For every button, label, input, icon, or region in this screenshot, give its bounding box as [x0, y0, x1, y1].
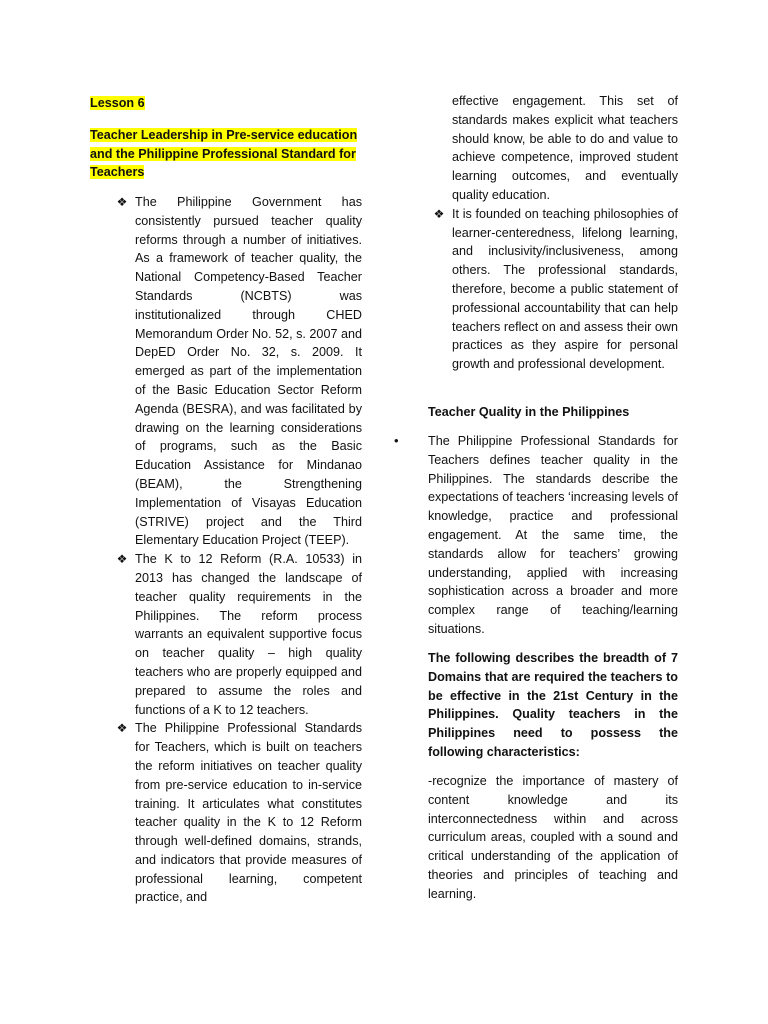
diamond-bullet-icon: ❖	[433, 206, 445, 221]
list-item	[116, 719, 362, 907]
left-bullet-list	[116, 193, 362, 907]
list-item-text: The Philippine Professional Standards for Teachers, which is built on teachers the reform initiatives on teacher quality from pre-service education to in-service training. It articulates what constitutes teacher quality in the K to 12 Reform through well-defined domains, strands, and indicators that provide measures of professional learning, competent practice, and	[135, 721, 362, 905]
diamond-bullet-icon: ❖	[116, 195, 128, 209]
list-item-text: The K to 12 Reform (R.A. 10533) in 2013 has changed the landscape of teacher quality requirements in the Philippines. The reform process warrants an equivalent supportive focus on teacher quality – high quality teachers who are properly equipped and prepared to assume the roles and functions of a K to 12 teachers.	[135, 552, 362, 717]
lesson-label: Lesson 6	[90, 96, 145, 110]
characteristic-paragraph: -recognize the importance of mastery of content knowledge and its interconnectedness within and across curriculum areas, coupled with a sound and critical understanding of the application of theories and principles of teaching and learning.	[428, 774, 678, 901]
dot-list-item-text: The Philippine Professional Standards for Teachers defines teacher quality in the Philippines. The standards describe the expectations of teachers ‘increasing levels of knowledge, practice and professional engagement. At the same time, the standards allow for teachers’ growing understanding, applied with increasing sophistication across a broader and more complex range of teaching/learning situations.	[428, 434, 678, 636]
domains-intro-paragraph: The following describes the breadth of 7 Domains that are required the teachers to be effective in the 21st Century in the Philippines. Quality teachers in the Philippines need to possess the following characteristics:	[428, 651, 678, 759]
list-item	[116, 193, 362, 550]
list-item-text: The Philippine Government has consistently pursued teacher quality reforms through a number of initiatives. As a framework of teacher quality, the National Competency-Based Teacher Standards (NCBTS) was institutionalized through CHED Memorandum Order No. 52, s. 2007 and DepED Order No. 32, s. 2009. It emerged as part of the implementation of the Basic Education Sector Reform Agenda (BESRA), and was facilitated by drawing on the learning considerations of programs, such as the Basic Education Assistance for Mindanao (BEAM), the Strengthening Implementation of Visayas Education (STRIVE) project and the Third Elementary Education Project (TEEP).	[135, 195, 362, 548]
page-title	[90, 126, 362, 182]
diamond-bullet-icon: ❖	[116, 721, 128, 736]
right-bullet-list	[433, 92, 678, 374]
list-item	[433, 205, 678, 374]
dot-bullet-icon: •	[394, 433, 399, 448]
diamond-bullet-icon: ❖	[116, 552, 128, 567]
list-item-text: effective engagement. This set of standards makes explicit what teachers should know, be able to do and value to achieve competence, improved student learning outcomes, and eventually quality education.	[452, 94, 678, 202]
section-heading: Teacher Quality in the Philippines	[428, 405, 630, 419]
list-item-text: It is founded on teaching philosophies of learner-centeredness, lifelong learning, and inclusivity/inclusiveness, among others. The professional standards, therefore, become a public statement of professional accountability that can help teachers reflect on and assess their own practices as they aspire for personal growth and professional development.	[452, 206, 678, 372]
dot-list-item	[394, 432, 678, 639]
list-item	[116, 550, 362, 719]
title-text: Teacher Leadership in Pre-service education and the Philippine Professional Standard for Teachers	[90, 128, 358, 180]
list-item-continuation	[452, 92, 678, 205]
